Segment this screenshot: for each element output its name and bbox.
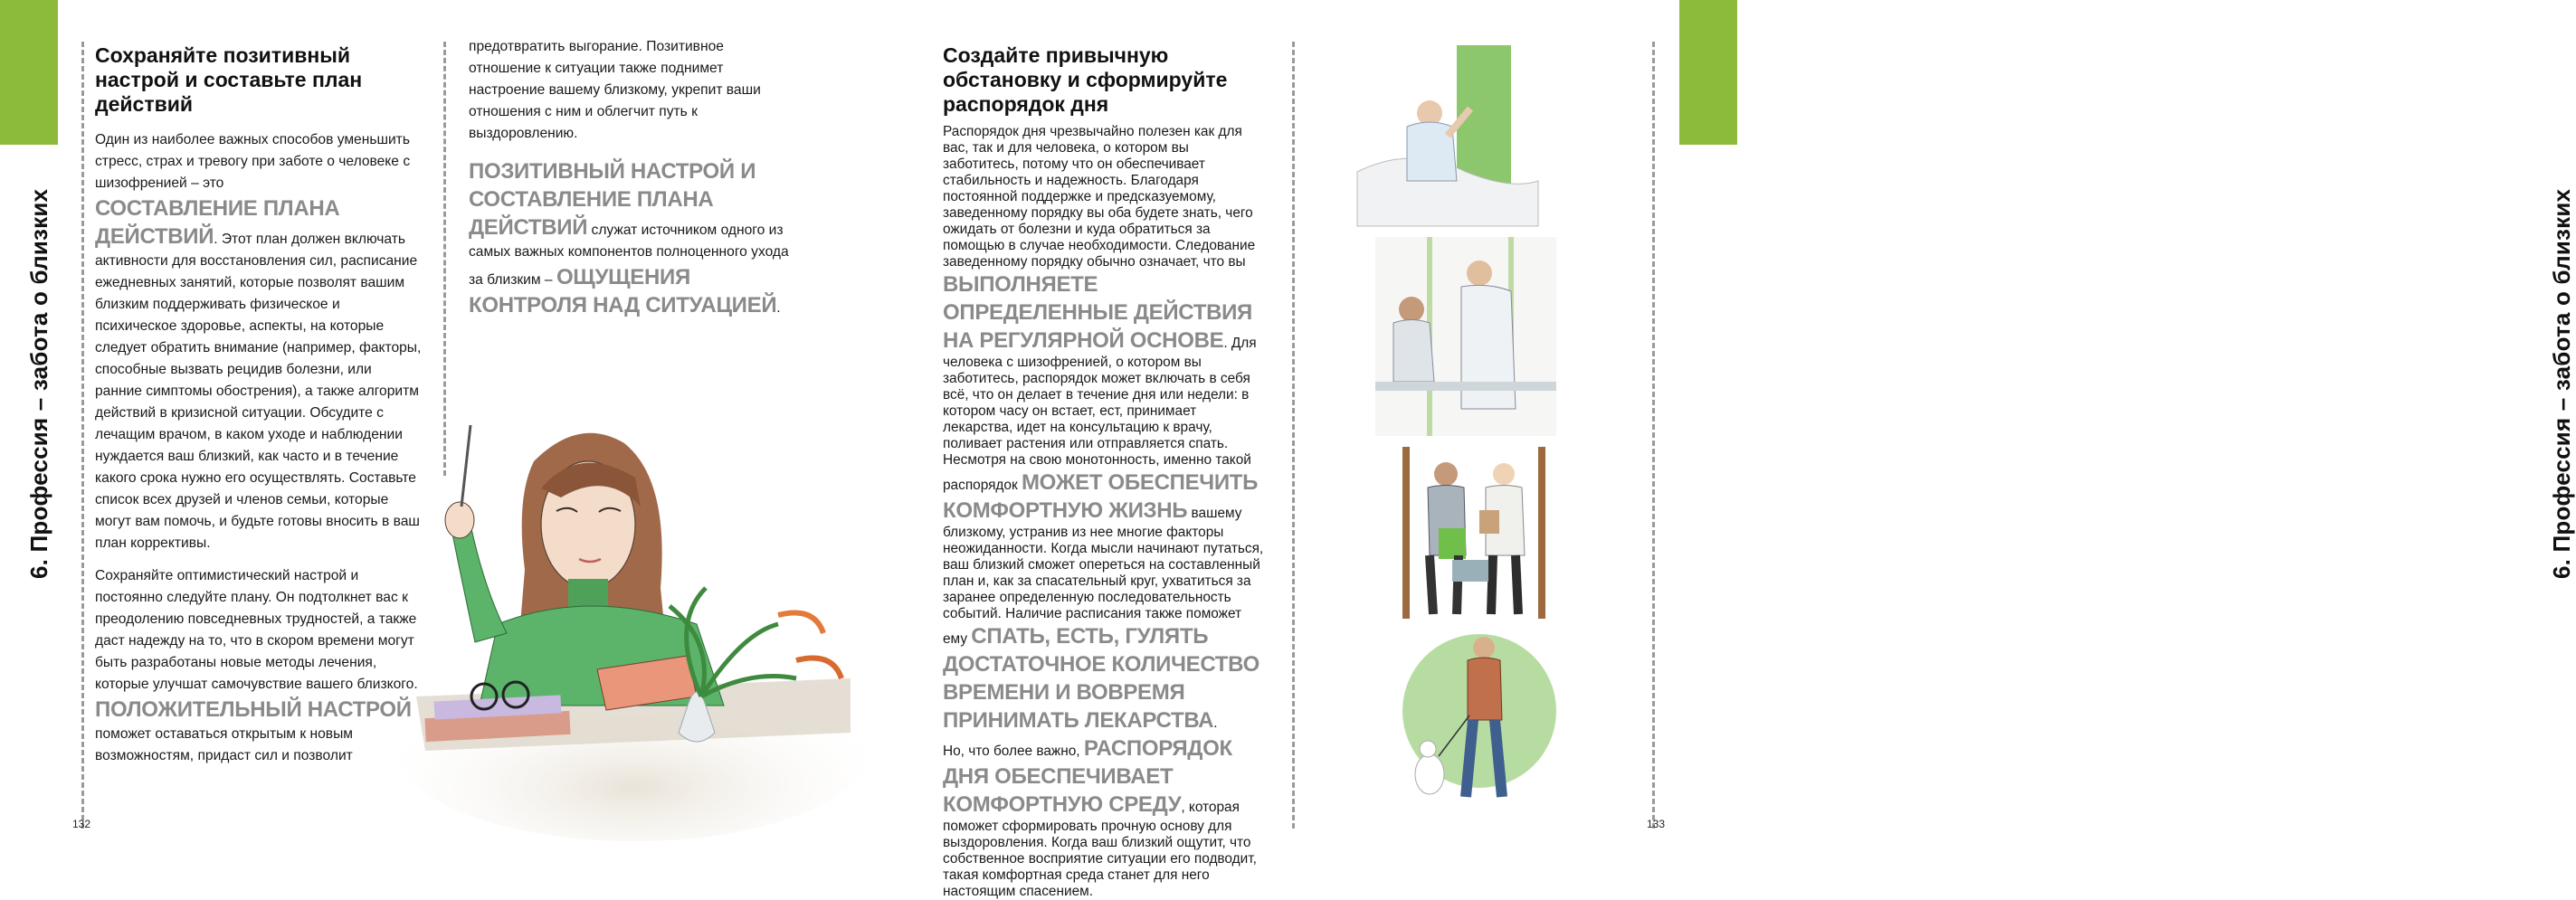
man-waking-up-illustration: [1357, 36, 1538, 226]
left-paragraph-2: [95, 565, 423, 767]
two-men-talking-illustration: [1375, 237, 1556, 436]
right-green-tab: [1679, 0, 1737, 145]
left-p1-rest: . Этот план должен включать активности для восстановления сил, расписание ежедневных занятий, которые позволят вашим близким поддерживать физическое и психическое здоровье, аспекты, на которые следует обратить внимание (например, факторы, способные вызвать рецидив болезни, или ранние симптомы обострения), а также алгоритм действий в кризисной ситуации. Обсудите с лечащим врачом, в каком уходе и наблюдении нуждается ваш близкий, как часто и в течение какого срока нужно его осуществлять. Составьте список всех друзей и членов семьи, которые могут вам помочь, и будьте готовы вносить в ваш план коррективы.: [95, 232, 422, 551]
right-t2: . Для человека с шизофренией, о котором вы заботитесь, распорядок может включать в себя всё, что он делает в течение дня или недели: в котором часу он встает, ест, принимает лекарства, идет на консультацию к врачу, поливает растения или отправляется спать.: [943, 336, 1257, 451]
left-col2-end: .: [776, 300, 781, 316]
left-column-2: [469, 36, 799, 319]
left-p2-text: Сохраняйте оптимистический настрой и постоянно следуйте плану. Он подтолкнет вас к преодолению повседневных трудностей, а также даст надежду на то, что в скором времени могут быть разработаны новые методы лечения, которые улучшат самочувствие вашего близкого.: [95, 568, 418, 692]
left-col2-emphasis-2: ОЩУЩЕНИЯ КОНТРОЛЯ НАД СИТУАЦИЕЙ: [469, 265, 777, 317]
right-emphasis-3: СПАТЬ, ЕСТЬ, ГУЛЯТЬ ДОСТАТОЧНОЕ КОЛИЧЕСТВО ВРЕМЕНИ И ВОВРЕМЯ ПРИНИМАТЬ ЛЕКАРСТВА: [943, 624, 1259, 733]
right-t7: , которая поможет сформировать прочную основу для выздоровления. Когда ваш близкий ощутит, что собственное восприятие ситуации его подводит, такая комфортная среда станет для него настоящим спасением.: [943, 800, 1257, 899]
right-outer-dashed-rule: [1652, 42, 1655, 829]
left-p1-emphasis: СОСТАВЛЕНИЕ ПЛАНА ДЕЙСТВИЙ: [95, 196, 340, 249]
right-emphasis-1: ВЫПОЛНЯЕТЕ ОПРЕДЕЛЕННЫЕ ДЕЙСТВИЯ НА РЕГУЛЯРНОЙ ОСНОВЕ: [943, 272, 1253, 353]
man-walking-dog-illustration: [1402, 630, 1556, 810]
right-t5: .: [1213, 715, 1218, 731]
left-paragraph-1: [95, 129, 423, 554]
right-t4: вашему близкому, устранив из нее многие факторы неожиданности. Когда мысли начинают путаться, ваш близкий сможет опереться на составленный план и, как за спасательный круг, ухватиться за заранее определенную последовательность событий. Наличие расписания также поможет ему: [943, 506, 1264, 647]
right-page: [869, 0, 2575, 899]
left-p1-text: Один из наиболее важных способов уменьшить стресс, страх и тревогу при заботе о человеке с шизофренией – это: [95, 132, 411, 191]
right-dashed-rule: [1292, 42, 1295, 829]
left-column-1: [95, 43, 423, 767]
left-green-tab: [0, 0, 58, 145]
left-p2-rest: поможет оставаться открытым к новым возможностям, придаст сил и позволит: [95, 726, 354, 763]
left-dashed-rule: [81, 42, 84, 829]
right-paragraph: [943, 124, 1267, 900]
left-col2-emphasis-1: ПОЗИТИВНЫЙ НАСТРОЙ И СОСТАВЛЕНИЕ ПЛАНА ДЕЙСТВИЙ: [469, 159, 756, 240]
left-p2-emphasis: ПОЛОЖИТЕЛЬНЫЙ НАСТРОЙ: [95, 697, 412, 722]
left-heading: Сохраняйте позитивный настрой и составьте план действий: [95, 43, 363, 116]
right-side-title: 6. Профессия – забота о близких: [2548, 188, 2575, 579]
left-col2-paragraph: предотвратить выгорание. Позитивное отношение к ситуации также поднимет настроение вашему близкому, укрепит ваши отношения с ним и облегчит путь к выздоровлению.: [469, 39, 761, 141]
right-t1: Распорядок дня чрезвычайно полезен как для вас, так и для человека, о котором вы заботитесь, потому что он обеспечивает стабильность и надежность. Благодаря постоянной поддержке и предсказуемому, заведенному порядку вы оба будете знать, чего ожидать от болезни и куда обратиться за помощью в случае необходимости. Следование заведенному порядку обычно означает, что вы: [943, 124, 1256, 270]
woman-with-notebook-illustration: [398, 407, 869, 841]
right-heading: Создайте привычную обстановку и сформируйте распорядок дня: [943, 43, 1228, 116]
right-t6: Но, что более важно,: [943, 744, 1084, 759]
right-column: [943, 43, 1267, 900]
left-col2-emphasis-paragraph: [469, 157, 799, 319]
left-page: [0, 0, 869, 868]
right-page-number: 133: [1647, 818, 1666, 830]
man-and-doctor-illustration: [1402, 447, 1547, 619]
right-emphasis-4: РАСПОРЯДОК ДНЯ ОБЕСПЕЧИВАЕТ КОМФОРТНУЮ СРЕДУ: [943, 736, 1232, 817]
left-side-title: 6. Профессия – забота о близких: [25, 188, 52, 579]
left-col2-mid: служат источником одного из самых важных компонентов полноценного ухода за близким –: [469, 223, 789, 288]
right-emphasis-2: МОЖЕТ ОБЕСПЕЧИТЬ КОМФОРТНУЮ ЖИЗНЬ: [943, 470, 1259, 523]
right-t3: Несмотря на свою монотонность, именно такой распорядок: [943, 452, 1251, 493]
left-page-number: 132: [72, 818, 91, 830]
